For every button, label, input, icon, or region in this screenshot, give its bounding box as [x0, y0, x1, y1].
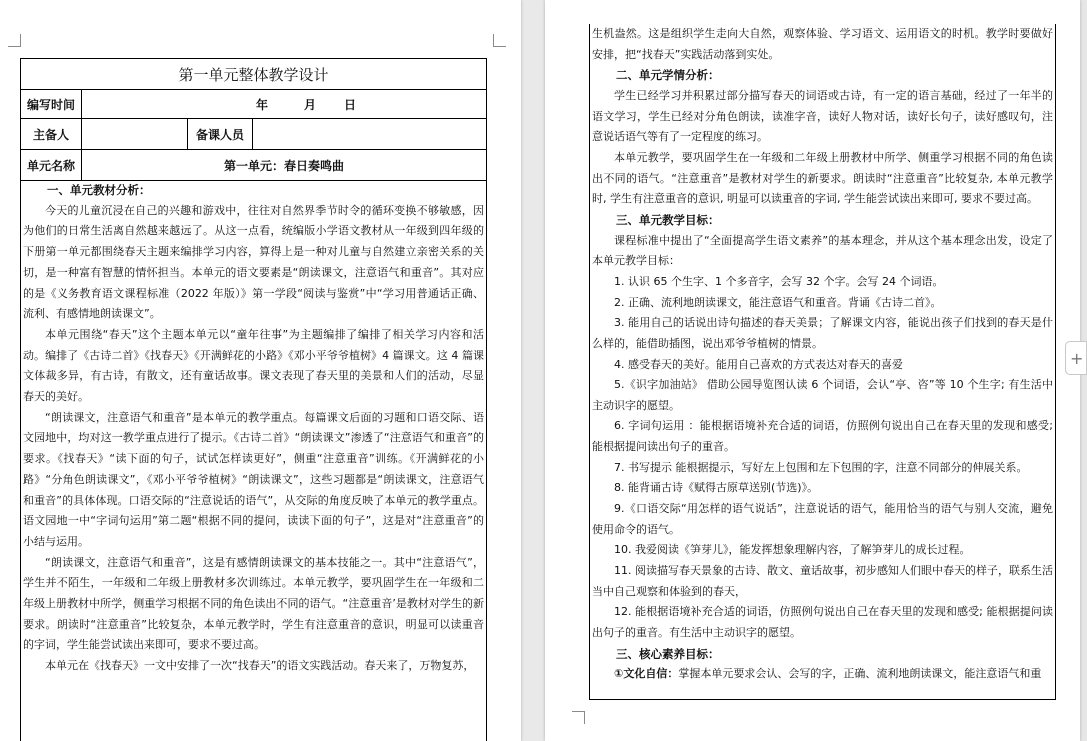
crop-mark: [572, 711, 585, 724]
paragraph: 生机盎然。这是组织学生走向大自然，观察体验、学习语文、运用语文的时机。教学时要做好安排，把“找春天”实践活动落到实处。: [592, 27, 1053, 61]
add-page-button[interactable]: [1065, 341, 1087, 375]
year-text: 年: [256, 97, 269, 112]
crop-mark: [8, 34, 21, 47]
preparer-value[interactable]: [82, 119, 188, 149]
section-heading: 二、单元学情分析：: [616, 68, 720, 83]
date-value[interactable]: [82, 90, 486, 118]
preparer-label: 主备人: [21, 119, 82, 149]
core-text: 掌握本单元要求会认、会写的字，正确、流利地朗读课文，能注意语气和重: [678, 667, 1042, 681]
core-label: ①文化自信：: [614, 667, 679, 681]
crop-mark: [493, 34, 506, 47]
paragraph: “朗读课文，注意语气和重音”，这是有感情朗读课文的基本技能之一。其中“注意语气”，学生并不陌生，一年级和二年级上册教材多次训练过。本单元教学，要巩固学生在一年级和二年级上册教材中所学，侧重学习根据不同的角色读出不同的语气。“注意重音’是教材对学生的新要求。朗读时“注意重音”比较复杂，本单元教学时，学生有注意重音的意识，明显可以读重音的字词，学生能尝试读出来即可，要求不要过高。: [23, 555, 484, 652]
section-heading: 三、单元教学目标：: [616, 212, 720, 227]
paragraph: “朗读课文，注意语气和重音”是本单元的教学重点。每篇课文后面的习题和口语交际、语文园地中，均对这一教学重点进行了提示。《古诗二首》“朗读课文”渗透了“注意语气和重音”的要求。《找春天》“读下面的句子，试试怎样读更好”，侧重“注意重音”训练。《开满鲜花的小路》“分角色朗读课文”，《邓小平爷爷植树》“朗读课文”，这些习题都是“朗读课文，注意语气和重音”的具体体现。口语交际的“注意说话的语气”，从交际的角度反映了本单元的教学重点。语文园地一中“字词句运用”第二题“根据不同的提问，读读下面的句子”，这是对“注意重音”的小结与运用。: [23, 410, 484, 548]
document-page-left: [0, 0, 521, 741]
section-heading: 三、核心素养目标：: [616, 646, 720, 661]
table-title: 第一单元整体教学设计: [178, 65, 329, 84]
table-row-people: [21, 119, 486, 150]
objective-item: 5.《识字加油站》 借助公园导览图认读 6 个词语，会认“亭、咨”等 10 个生字; 有生活中主动识字的愿望。: [592, 378, 1053, 412]
paragraph: 课程标准中提出了“全面提高学生语文素养”的基本理念，并从这个基本理念出发，设定了本单元教学目标：: [592, 233, 1053, 268]
document-page-right: [545, 0, 1080, 741]
month-text: 月: [304, 97, 317, 112]
page-gap: [521, 0, 545, 741]
teachers-label: 备课人员: [188, 119, 253, 149]
paragraph: 学生已经学习并积累过部分描写春天的词语或古诗，有一定的语言基础，经过了一年半的语文学习，学生已经对分角色朗读，读准字音，读好人物对话，读好长句子，读好感叹句，注意说话语气等有了一定程度的练习。: [592, 88, 1053, 144]
day-text: 日: [344, 97, 357, 112]
objective-item: 9.《口语交际“用怎样的语气说话”，注意说话的语气，能用恰当的语气与别人交流，避免使用命令的语气。: [592, 502, 1053, 536]
table-title-row: [21, 59, 486, 90]
continued-content: [589, 24, 1056, 700]
teachers-value[interactable]: [253, 119, 486, 149]
paragraph: 今天的儿童沉浸在自己的兴趣和游戏中，往往对自然界季节时令的循环变换不够敏感，因为他们的日常生活离自然越来越远了。从这一点看，统编版小学语文教材从一年级到四年级的下册第一单元都围绕春天主题来编排学习内容，算得上是一种对儿童与自然建立亲密关系的关切，是一种富有智慧的情怀担当。本单元的语文要素是“朗读课文，注意语气和重音”。其对应的是《义务教育语文课程标准（2022 年版）》第一学段“阅读与鉴赏”中“学习用普通话正确、流利、有感情地朗读课文”。: [23, 203, 484, 321]
paragraph: 本单元教学，要巩固学生在一年级和二年级上册教材中所学、侧重学习根据不同的角色读出不同的语气。“注意重音”是教材对学生的新要求。朗读时“注意重音”比较复杂, 本单元教学时, 学生有注意重音的意识, 明显可以读重音的字词, 学生能尝试读出来即可, 要求不要过高。: [592, 150, 1053, 206]
objective-item: 11. 阅读描写春天景象的古诗、散文、童话故事，初步感知人们眼中春天的样子，联系生活当中自己观察和体验到的春天，: [592, 564, 1053, 598]
objective-item: 8. 能背诵古诗《赋得古原草送别(节选)》。: [614, 481, 819, 495]
analysis-body: [21, 180, 486, 677]
objective-item: 4. 感受春天的美好。能用自己喜欢的方式表达对春天的喜爱: [614, 357, 903, 371]
unit-label: 单元名称: [21, 150, 82, 180]
plus-icon: +: [1070, 348, 1084, 368]
objective-item: 1. 认识 65 个生字、1 个多音字，会写 32 个字。会写 24 个词语。: [614, 274, 944, 288]
objective-item: 10. 我爱阅读《笋芽儿》，能发挥想象理解内容，了解笋芽儿的成长过程。: [614, 543, 971, 557]
table-row-date: [21, 90, 486, 119]
unit-design-table: [20, 58, 487, 741]
table-row-unit: [21, 150, 486, 181]
section-heading: 一、单元教材分析：: [47, 183, 151, 197]
objective-item: 3. 能用自己的话说出诗句描述的春天美景；了解课文内容，能说出孩子们找到的春天是什么样的，能借助插图，说出邓爷爷植树的情景。: [592, 316, 1053, 350]
date-label: 编写时间: [21, 90, 82, 118]
objective-item: 12. 能根据语境补充合适的词语，仿照例句说出自己在春天里的发现和感受; 能根据提问读出句子的重音。有生活中主动识字的愿望。: [592, 605, 1053, 640]
core-literacy-item: [592, 664, 1053, 685]
paragraph: 本单元在《找春天》一文中安排了一次“找春天”的语文实践活动。春天来了，万物复苏，: [45, 659, 475, 673]
unit-name: 第一单元：春日奏鸣曲: [223, 158, 344, 173]
paragraph: 本单元围绕“春天”这个主题本单元以“童年往事”为主题编排了编排了相关学习内容和活动。编排了《古诗二首》《找春天》《开满鲜花的小路》《邓小平爷爷植树》4 篇课文。这 4 篇课文体裁多异，有古诗，有散文，还有童话故事。课文表现了春天里的美景和人们的活动，尽显春天的美好。: [23, 327, 484, 404]
objective-item: 6. 字词句运用 ：能根据语境补充合适的词语，仿照例句说出自己在春天里的发现和感受; 能根据提问读出句子的重音。: [592, 419, 1053, 454]
objective-item: 2. 正确、流利地朗读课文，能注意语气和重音。背诵《古诗二首》。: [614, 295, 942, 309]
objective-item: 7. 书写提示 能根据提示，写好左上包围和左下包围的字，注意不同部分的伸展关系。: [614, 460, 1028, 474]
